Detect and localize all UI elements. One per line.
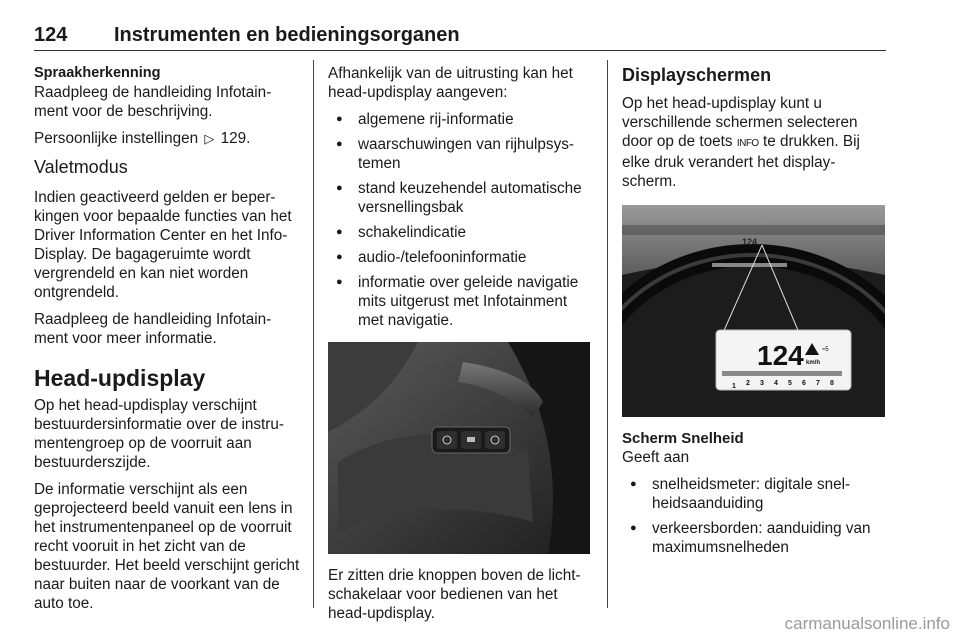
list-item: ● algemene rij-informatie — [328, 110, 594, 129]
hud-limit: ≈5 — [822, 347, 829, 353]
column-divider — [313, 60, 314, 608]
light-switch-photo — [328, 342, 590, 554]
page-header — [34, 22, 886, 51]
watermark: carmanualsonline.info — [784, 614, 950, 633]
footer — [0, 606, 960, 642]
info-key-icon: INFO — [736, 138, 759, 149]
photo-caption: Er zitten drie knoppen boven de licht-schakelaar voor bedienen van het head-updisplay. — [328, 567, 581, 622]
list-item: ● schakelindicatie — [328, 223, 594, 242]
hud-gear-tick: 6 — [802, 380, 806, 387]
hud-photo — [622, 205, 885, 417]
hud-gear-tick: 2 — [746, 380, 750, 387]
screen-speed-heading: Scherm Snelheid — [622, 430, 744, 447]
column-3 — [622, 64, 888, 565]
list-item: ● informatie over geleide navigatie mits uitgerust met Infotainment met navigatie. — [328, 273, 594, 330]
list-item: ● audio-/telefooninformatie — [328, 248, 594, 267]
hud-unit: km/h — [806, 360, 821, 366]
column-1 — [34, 64, 302, 621]
hud-text-1: Op het head-updisplay verschijnt bestuurdersinformatie over de instru-mentengroep op de voorruit aan bestuurderszijde. — [34, 397, 284, 471]
list-item: ● snelheidsmeter: digitale snel-heidsaanduiding — [622, 475, 888, 513]
hud-gear-tick: 3 — [760, 380, 764, 387]
personal-page-link[interactable]: 129. — [220, 130, 251, 147]
hud-speed-value: 124 — [757, 340, 804, 371]
hud-gear-tick: 7 — [816, 380, 820, 387]
hud-gear-tick: 8 — [830, 380, 834, 387]
hud-gear-tick: 4 — [774, 380, 778, 387]
list-item: ● stand keuzehendel automatische versnellingsbak — [328, 179, 594, 217]
hud-intro: Afhankelijk van de uitrusting kan het head-updisplay aangeven: — [328, 65, 573, 101]
hud-small-speed: 124 — [742, 237, 758, 247]
display-text-before: Op het head-updisplay kunt u verschillende schermen selecteren door op de toets — [622, 95, 858, 150]
list-item: ● waarschuwingen van rijhulpsys-temen — [328, 135, 594, 173]
hud-gear-tick: 1 — [732, 383, 736, 390]
hud-gear-tick: 5 — [788, 380, 792, 387]
personal-text: Persoonlijke instellingen — [34, 130, 199, 147]
screen-speed-list — [622, 475, 888, 557]
page-number: 124 — [34, 24, 68, 46]
speech-text: Raadpleeg de handleiding Infotain-ment voor de beschrijving. — [34, 84, 272, 120]
display-screens-heading: Displayschermen — [622, 65, 772, 85]
personal-settings-ref — [34, 129, 302, 148]
reference-arrow-icon: ▷ — [204, 131, 215, 146]
screen-speed-sub: Geeft aan — [622, 449, 690, 466]
display-screens-text — [622, 94, 888, 191]
column-2 — [328, 64, 594, 631]
hud-heading: Head-updisplay — [34, 365, 206, 391]
valet-ref: Raadpleeg de handleiding Infotain-ment voor meer informatie. — [34, 311, 272, 347]
column-divider — [607, 60, 608, 608]
valet-heading: Valetmodus — [34, 157, 128, 177]
list-item: ● verkeersborden: aanduiding van maximumsnelheden — [622, 519, 888, 557]
chapter-title: Instrumenten en bedieningsorganen — [114, 24, 460, 46]
speech-heading: Spraakherkenning — [34, 65, 161, 81]
valet-text: Indien geactiveerd gelden er beper-kingen voor bepaalde functies van het Driver Information Center en het Info-Display. De bagageruimte wordt vergrendeld en kan niet worden ontgrendeld. — [34, 189, 292, 301]
hud-text-2: De informatie verschijnt als een geprojecteerd beeld vanuit een lens in het instrumentenpaneel op de voorruit recht vooruit in het zicht van de bestuurder. Het beeld verschijnt gericht naar buiten naar de voorkant van de auto toe. — [34, 481, 300, 612]
hud-feature-list — [328, 110, 594, 330]
display-text-after: te drukken. Bij elke druk verandert het display-scherm. — [622, 133, 860, 190]
